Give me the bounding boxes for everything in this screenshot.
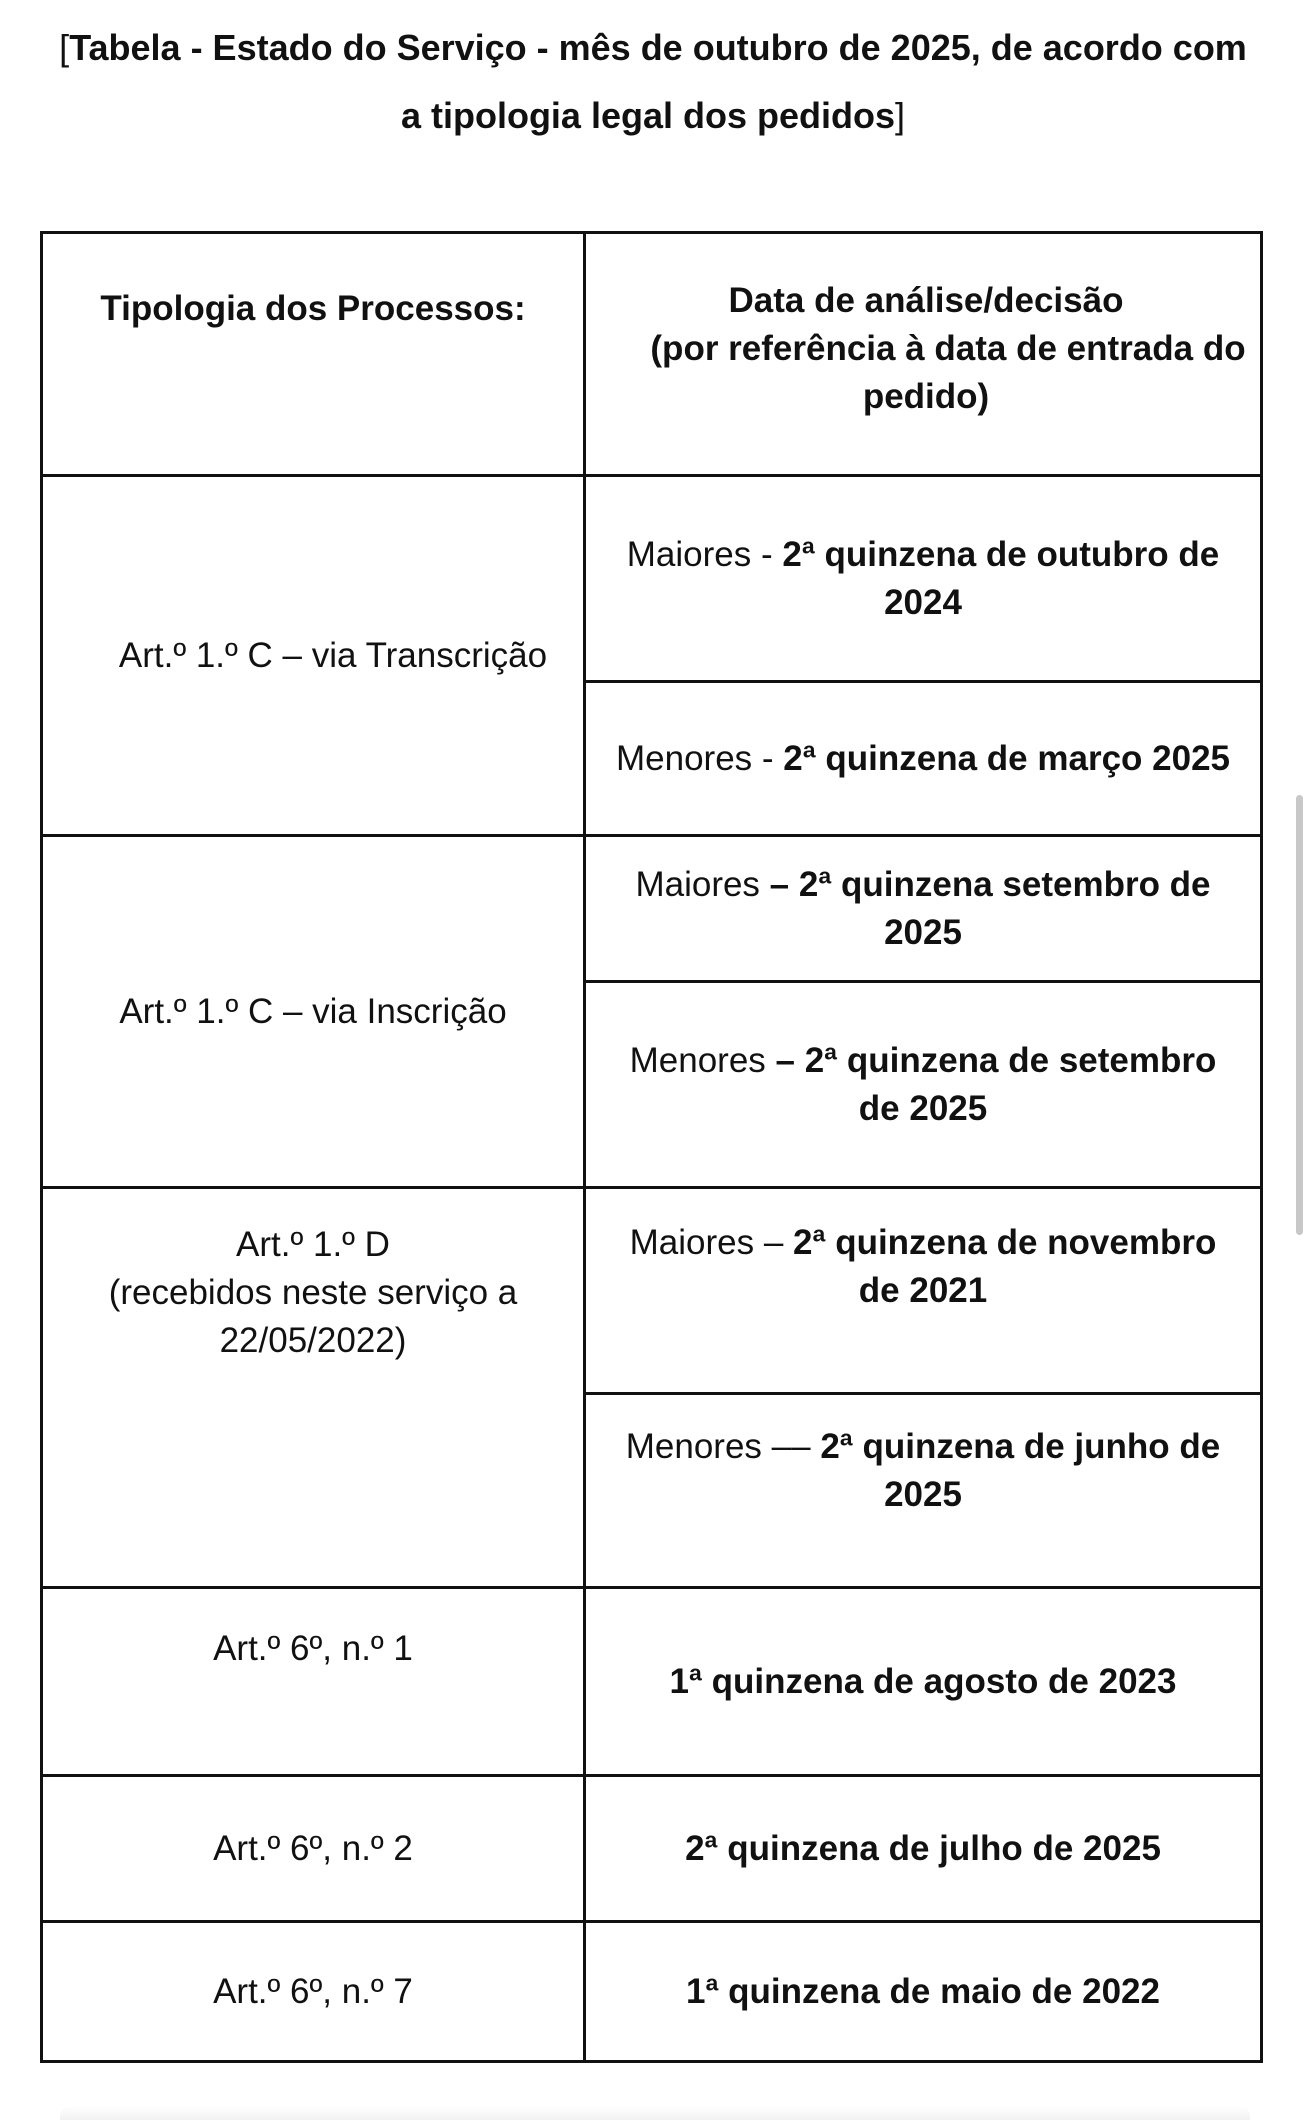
typology-line-3: 22/05/2022) — [219, 1321, 407, 1360]
date-inscricao-maiores — [586, 837, 1260, 980]
typology-transcricao: Art.º 1.º C – via Transcrição — [118, 635, 548, 675]
date-text: 2025 — [884, 912, 962, 952]
date-text: de 2025 — [858, 1088, 988, 1128]
typology-inscricao: Art.º 1.º C – via Inscrição — [119, 991, 507, 1031]
service-status-table — [40, 231, 1263, 2063]
date-art-1-d-menores — [586, 1395, 1260, 1586]
date-text: 2ª quinzena de junho de — [820, 1427, 1221, 1466]
typology-art-1-d — [43, 1189, 583, 1389]
date-art-6-n2: 2ª quinzena de julho de 2025 — [685, 1828, 1161, 1868]
age-group-label: Menores –– — [625, 1427, 821, 1466]
typology-line-2: (recebidos neste serviço a — [108, 1273, 518, 1312]
typology-art-6-n1: Art.º 6º, n.º 1 — [213, 1629, 413, 1668]
caption-line-1: Tabela - Estado do Serviço - mês de outubro de 2025, de acordo com — [69, 27, 1247, 68]
typology-art-6-n2: Art.º 6º, n.º 2 — [213, 1828, 413, 1868]
date-text: de 2021 — [858, 1271, 988, 1310]
caption-line-2: a tipologia legal dos pedidos — [400, 95, 896, 136]
date-text: 2ª quinzena de outubro de — [782, 534, 1220, 574]
date-text: – 2ª quinzena setembro de — [769, 864, 1211, 904]
age-group-label: Maiores — [635, 864, 770, 904]
date-inscricao-menores — [586, 983, 1260, 1186]
date-text: 2ª quinzena de março 2025 — [783, 738, 1231, 778]
age-group-label: Menores — [629, 1040, 776, 1080]
date-text: 2025 — [884, 1475, 962, 1514]
header-date — [586, 274, 1266, 424]
header-date-line-3: pedido) — [862, 377, 990, 416]
typology-art-6-n7: Art.º 6º, n.º 7 — [213, 1971, 413, 2011]
date-art-1-d-maiores — [586, 1189, 1260, 1392]
header-date-line-2: (por referência à data de entrada do — [650, 329, 1246, 368]
date-art-6-n1: 1ª quinzena de agosto de 2023 — [669, 1661, 1177, 1701]
date-text: 2ª quinzena de novembro — [793, 1223, 1217, 1262]
date-art-6-n7: 1ª quinzena de maio de 2022 — [686, 1971, 1160, 2011]
date-text: – 2ª quinzena de setembro — [775, 1040, 1217, 1080]
typology-line-1: Art.º 1.º D — [236, 1225, 390, 1264]
header-date-line-1: Data de análise/decisão — [728, 281, 1124, 320]
header-typology: Tipologia dos Processos: — [100, 289, 526, 328]
date-transcricao-menores — [586, 683, 1260, 834]
age-group-label: Maiores - — [626, 534, 783, 574]
caption-close-bracket: ] — [895, 95, 906, 136]
caption-open-bracket: [ — [59, 27, 70, 68]
bottom-sheet-edge — [60, 2106, 1250, 2120]
vertical-scrollbar[interactable] — [1296, 795, 1303, 1235]
age-group-label: Menores - — [615, 738, 784, 778]
date-transcricao-maiores — [586, 477, 1260, 680]
age-group-label: Maiores – — [629, 1223, 794, 1262]
date-text: 2024 — [884, 582, 962, 622]
table-caption — [30, 14, 1276, 150]
